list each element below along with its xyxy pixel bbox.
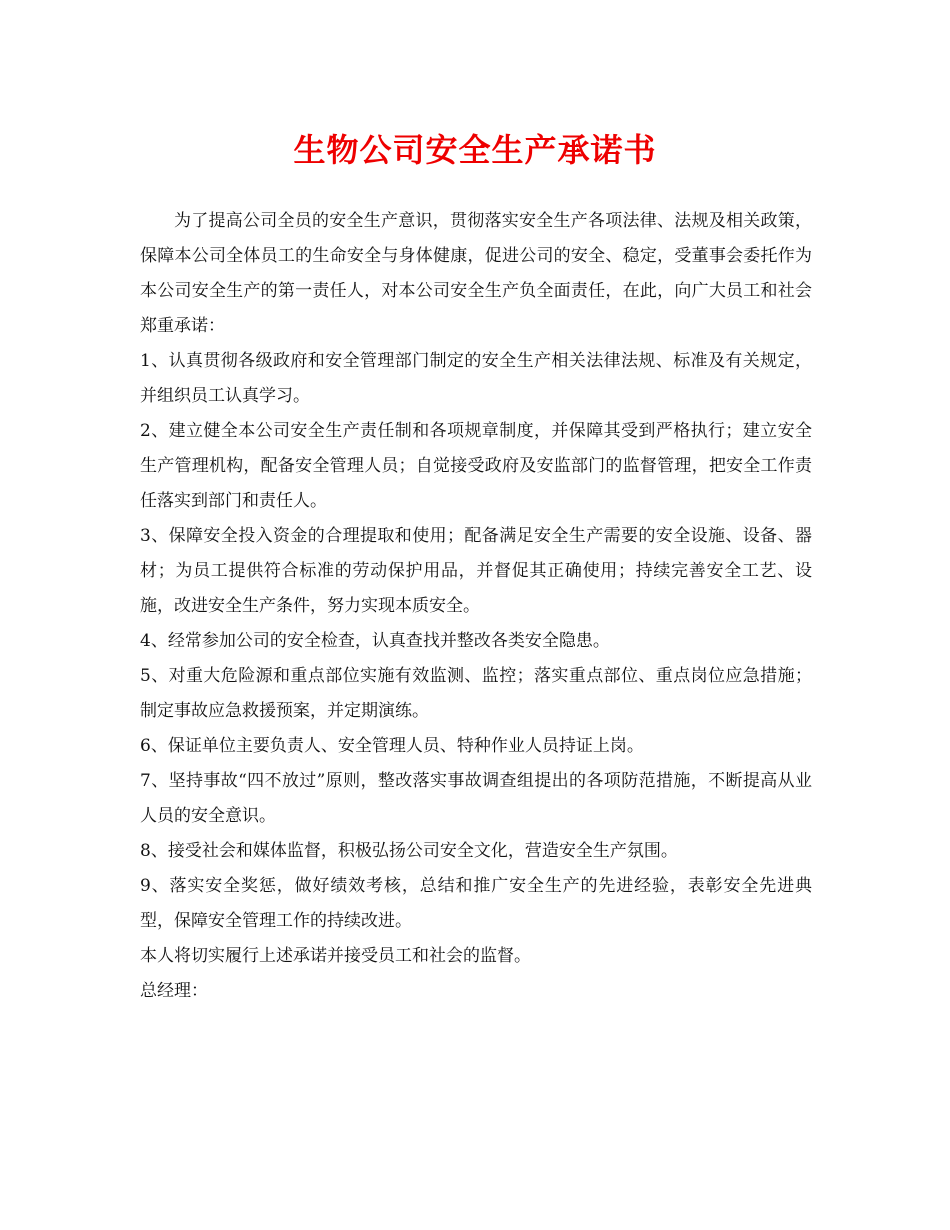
commitment-item-8: 8、接受社会和媒体监督，积极弘扬公司安全文化，营造安全生产氛围。 (140, 841, 678, 861)
commitment-item-3: 3、保障安全投入资金的合理提取和使用；配备满足安全生产需要的安全设施、设备、器材；为员工提供符合标准的劳动保护用品，并督促其正确使用；持续完善安全工艺、设施，改进安全生产条件，努力实现本质安全。 (140, 526, 812, 616)
commitment-item-1: 1、认真贯彻各级政府和安全管理部门制定的安全生产相关法律法规、标准及有关规定，并组织员工认真学习。 (140, 351, 812, 406)
commitment-item-6: 6、保证单位主要负责人、安全管理人员、特种作业人员持证上岗。 (140, 736, 644, 756)
closing-statement: 本人将切实履行上述承诺并接受员工和社会的监督。 (140, 946, 531, 966)
document-body (140, 204, 812, 1009)
commitment-item-9: 9、落实安全奖惩，做好绩效考核，总结和推广安全生产的先进经验，表彰安全先进典型，保障安全管理工作的持续改进。 (140, 876, 812, 931)
commitment-item-4: 4、经常参加公司的安全检查，认真查找并整改各类安全隐患。 (140, 631, 610, 651)
commitment-item-7: 7、坚持事故“四不放过”原则，整改落实事故调查组提出的各项防范措施，不断提高从业人员的安全意识。 (140, 771, 812, 826)
intro-paragraph: 为了提高公司全员的安全生产意识，贯彻落实安全生产各项法律、法规及相关政策，保障本公司全体员工的生命安全与身体健康，促进公司的安全、稳定，受董事会委托作为本公司安全生产的第一责任人，对本公司安全生产负全面责任，在此，向广大员工和社会郑重承诺： (140, 211, 812, 336)
document-title: 生物公司安全生产承诺书 (293, 131, 657, 169)
commitment-item-5: 5、对重大危险源和重点部位实施有效监测、监控；落实重点部位、重点岗位应急措施；制定事故应急救援预案，并定期演练。 (140, 666, 812, 721)
commitment-item-2: 2、建立健全本公司安全生产责任制和各项规章制度，并保障其受到严格执行；建立安全生产管理机构，配备安全管理人员；自觉接受政府及安监部门的监督管理，把安全工作责任落实到部门和责任人。 (140, 421, 812, 511)
signature-label: 总经理： (140, 981, 208, 1001)
